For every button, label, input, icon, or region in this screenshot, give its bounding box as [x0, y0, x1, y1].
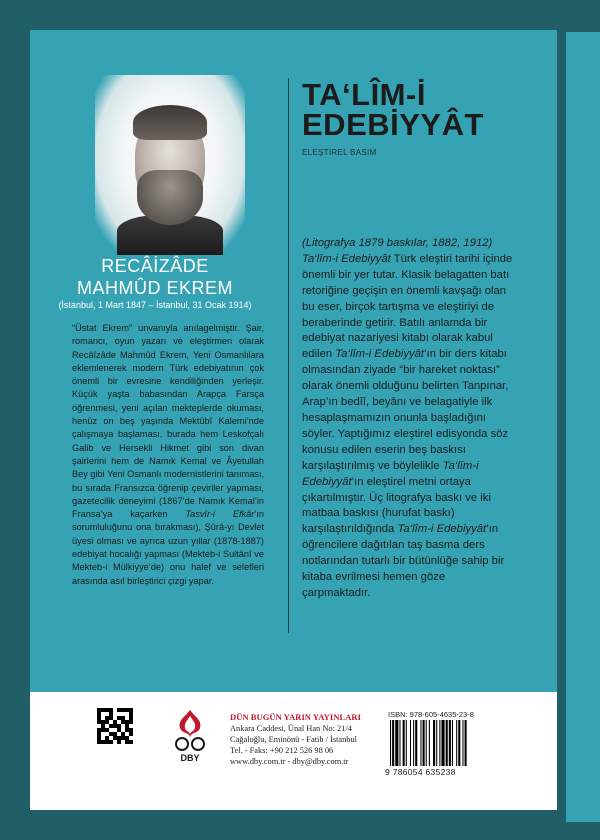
barcode-bar — [433, 720, 435, 766]
barcode-bar — [420, 720, 421, 766]
author-portrait — [95, 75, 245, 255]
desc-italic: (Litografya 1879 baskılar, 1882, 1912) — [302, 237, 493, 249]
footer-panel — [30, 692, 557, 810]
barcode-bar — [413, 720, 414, 766]
portrait-beard — [137, 170, 203, 225]
barcode-bar — [390, 720, 391, 766]
barcode-bar — [399, 720, 400, 766]
barcode-bar — [423, 720, 425, 766]
author-name-line1: RECÂİZÂDE — [101, 256, 209, 276]
barcode-bar — [429, 720, 430, 766]
barcode-bar — [395, 720, 398, 766]
book-title — [302, 77, 484, 142]
barcode-bar — [452, 720, 453, 766]
publisher-address2: Cağaloğlu, Eminönü - Fatih / İstanbul — [230, 735, 358, 744]
book-subtitle: ELEŞTİREL BASIM — [302, 148, 377, 157]
desc-text: ’ın bir ders kitabı olmasından ziyade “bir hareket noktası” olarak önemli olduğunu belirten Tanpınar, Arap’ın bedîî, beyânı ve belagatiyle ilk hesaplaşmamızın onunla başladığını söyler. Yaptığımız eleştirel edisyonda söz konusu edilen eserin beş baskısı karşılaştırılmış ve böylelikle — [302, 348, 509, 472]
desc-text: ’ın öğrencilere dağıtılan taş basma ders notlarından tutarlı bir bütünlüğe sahip bir kitaba evrilmesi hemen göze çarpmaktadır. — [302, 523, 505, 599]
bio-text: ’ın sorumluluğunu ona bırakması), Şûrâ-yı Devlet üyesi olması ve ayrıca uzun yıllar (1878-1887) edebiyat hocalığı yapması (Mekteb-i Sultânî ve Mekteb-i Mülkiyye’de) onu halef ve selefleri arasında asıl birleştirici çizgi yapar. — [72, 509, 264, 586]
desc-text: ’ın eleştirel metni ortaya çıkartılmıştır. Üç litografya baskı ve iki matbaa baskısı (hurufat baskı) karşılaştırıldığında — [302, 475, 491, 536]
publisher-phone: Tel. - Faks: +90 212 526 98 06 — [230, 746, 334, 755]
barcode-bar — [426, 720, 427, 766]
author-dates: (İstanbul, 1 Mart 1847 – İstanbul, 31 Ocak 1914) — [58, 300, 252, 310]
barcode-bar — [449, 720, 451, 766]
desc-italic: Ta‘lîm-i Edebiyyât — [335, 348, 425, 361]
barcode-bar — [410, 720, 411, 766]
barcode-bar — [439, 720, 440, 766]
desc-italic: Ta‘lîm-i Edebiyyât — [302, 252, 391, 265]
barcode-bar — [441, 720, 444, 766]
barcode-bar — [446, 720, 448, 766]
barcode-bar — [436, 720, 437, 766]
bio-text: “Üstat Ekrem” unvanıyla anılagelmiştir. Şair, romancı, oyun yazarı ve eleştirmen olarak Recâîzâde Mahmûd Ekrem, Yeni Osmanlılara eklemlenerek modern Türk edebiyatının çok önemli bir evresine kendiliğinden yerleşir. Küçük yaşta babasından Arapça Farsça öğrenmesi, yeni açılan mekteplerde okuması, henüz on beş yaşında Mektûbî Kalemi’nde çalışmaya başlaması, burada hem Leskofçalı Galib ve Hersekli Hikmet gibi son divan şairlerini hem de Namık Kemal ve Âyetullah Bey gibi Yeni Osmanlı modernistlerini tanıması, bu sırada Fransızca öğrenip çeviriler yapması, gazetecilik deneyimi (1867’de Namık Kemal’in Fransa’ya kaçarken — [72, 323, 265, 520]
book-title-line1: TA‘LÎM-İ — [302, 77, 426, 112]
barcode-bar — [456, 720, 457, 766]
book-title-line2: EDEBİYYÂT — [302, 107, 484, 142]
barcode-bar — [403, 720, 405, 766]
publisher-logo-text: DBY — [180, 753, 200, 763]
adjacent-page-edge — [566, 32, 600, 822]
barcode-bar — [392, 720, 394, 766]
author-biography — [72, 322, 264, 588]
desc-italic: Ta‘lîm-i Edebiyyât — [302, 459, 479, 488]
publisher-logo — [170, 708, 210, 764]
barcode-bar — [465, 720, 467, 766]
book-description — [302, 236, 514, 602]
barcode-bar — [458, 720, 460, 766]
qr-code — [97, 708, 133, 744]
desc-italic: Ta‘lîm-i Edebiyyât — [397, 523, 487, 536]
barcode-bar — [462, 720, 463, 766]
publisher-info — [230, 712, 361, 767]
barcode — [388, 720, 496, 766]
barcode-bar — [406, 720, 407, 766]
publisher-name: DÜN BUGÜN YARIN YAYINLARI — [230, 712, 361, 722]
desc-text: Türk eleştiri tarihi içinde önemli bir yer tutar. Klasik belagatten batı retoriğine geçişin en önemli kavşağı olan bu eser, birçok tartışma ve eleştiriyi de beraberinde getirir. Batılı anlamda bir edebiyat nazariyesi kitabı olarak kabul edilen — [302, 252, 513, 361]
barcode-number: 9 786054 635238 — [385, 767, 456, 777]
publisher-web: www.dby.com.tr - dby@dby.com.tr — [230, 757, 349, 766]
publisher-address1: Ankara Caddesi, Ünal Han No: 21/4 — [230, 724, 352, 733]
author-name-line2: MAHMÛD EKREM — [76, 278, 233, 298]
portrait-hair — [133, 105, 207, 140]
bio-italic: Tasvîr-i Efkâr — [185, 509, 255, 520]
qr-module — [129, 740, 133, 744]
vertical-divider — [288, 78, 289, 633]
barcode-bar — [415, 720, 417, 766]
back-cover — [30, 30, 557, 810]
isbn-label: ISBN: 978-605-4635-23-8 — [388, 710, 474, 719]
